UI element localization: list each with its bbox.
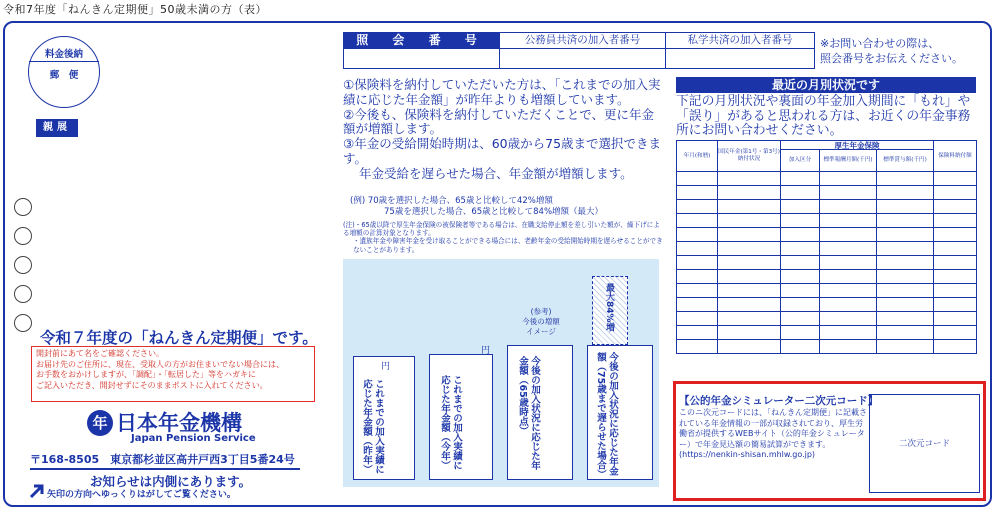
table-cell bbox=[718, 242, 781, 256]
bar-label: 今後の加入状況に応じた年金額（75歳まで遅らせた場合） bbox=[595, 352, 618, 480]
table-cell bbox=[677, 200, 718, 214]
header-title: 令和7年度「ねんきん定期便」50歳未満の方（表） bbox=[3, 3, 267, 16]
table-cell bbox=[877, 312, 934, 326]
shigaku-number-cell bbox=[665, 32, 815, 69]
notice-line: ご記入いただき、開封せずにそのままポストに入れてください。 bbox=[36, 380, 268, 390]
table-cell bbox=[820, 214, 877, 228]
point-item: ①保険料を納付していただいた方は、「これまでの加入実績に応じた年金額」が昨年よりも増額しています。 bbox=[343, 77, 661, 107]
table-cell bbox=[677, 312, 718, 326]
point-item: ②今後も、保険料を納付していただくことで、更に年金額が増額します。 bbox=[343, 106, 654, 137]
table-cell bbox=[820, 172, 877, 186]
notice-line: お手数をおかけしますが、「調配」・「転居した」等をハガキに bbox=[36, 370, 256, 379]
table-cell bbox=[781, 270, 820, 284]
punch-hole-icon bbox=[14, 314, 32, 332]
table-cell bbox=[781, 228, 820, 242]
punch-hole-icon bbox=[14, 285, 32, 303]
table-cell bbox=[877, 298, 934, 312]
simulator-title: 【公的年金シミュレーター二次元コード】 bbox=[679, 395, 879, 407]
table-cell bbox=[781, 256, 820, 270]
notice-line: 開封前にあて名をご確認ください。 bbox=[36, 349, 164, 358]
table-row bbox=[677, 284, 977, 298]
table-cell bbox=[718, 284, 781, 298]
simulator-body: このニ次元コードには、「ねんきん定期便」に記載されている年金情報の一部が収録されており、厚生労働省が提供するWEBサイト（公的年金シミュレーター）で年金見込額の簡易試算ができます。(https://nenkin-shisan.mhlw.go.jp) bbox=[679, 408, 867, 459]
table-cell bbox=[677, 228, 718, 242]
table-cell bbox=[718, 326, 781, 340]
bar-label: これまでの加入実績に応じた年金額（昨年） bbox=[361, 379, 384, 474]
col-kosei: 厚生年金保険 bbox=[781, 141, 934, 150]
table-cell bbox=[934, 200, 977, 214]
table-cell bbox=[877, 326, 934, 340]
table-cell bbox=[934, 186, 977, 200]
bar-at-65 bbox=[507, 345, 573, 480]
table-cell bbox=[877, 256, 934, 270]
reference-number-label: 照 会 番 号 bbox=[344, 33, 499, 49]
table-cell bbox=[781, 312, 820, 326]
pension-logo-icon: 年 bbox=[87, 410, 113, 436]
key-points bbox=[343, 78, 665, 182]
table-cell bbox=[677, 340, 718, 354]
col-kubun: 加入区分 bbox=[781, 150, 820, 172]
table-cell bbox=[677, 284, 718, 298]
qr-code-placeholder: 二次元コード bbox=[869, 394, 980, 493]
reference-note-line: 照会番号をお伝えください。 bbox=[820, 52, 963, 65]
table-cell bbox=[781, 326, 820, 340]
table-cell bbox=[820, 270, 877, 284]
monthly-status-table bbox=[676, 140, 977, 354]
max-increase-segment bbox=[592, 276, 628, 345]
table-cell bbox=[934, 270, 977, 284]
inner-notice: お知らせは内側にあります。 bbox=[90, 474, 252, 489]
table-cell bbox=[677, 186, 718, 200]
table-cell bbox=[877, 186, 934, 200]
table-cell bbox=[718, 172, 781, 186]
table-cell bbox=[820, 228, 877, 242]
main-title: 令和７年度の「ねんきん定期便」です。 bbox=[40, 329, 318, 347]
yen-label: 円 bbox=[381, 362, 391, 372]
table-row bbox=[677, 312, 977, 326]
org-address: 〒168-8505 東京都杉並区高井戸西3丁目5番24号 bbox=[30, 451, 300, 470]
col-hokenryo: 保険料納付額 bbox=[934, 141, 977, 172]
table-cell bbox=[718, 200, 781, 214]
table-cell bbox=[877, 284, 934, 298]
table-cell bbox=[781, 340, 820, 354]
table-cell bbox=[877, 200, 934, 214]
footnotes bbox=[343, 221, 665, 254]
table-cell bbox=[677, 256, 718, 270]
table-row bbox=[677, 340, 977, 354]
table-row bbox=[677, 242, 977, 256]
pension-amount-graph bbox=[343, 259, 659, 487]
table-cell bbox=[677, 298, 718, 312]
reference-note bbox=[820, 36, 963, 66]
table-cell bbox=[718, 214, 781, 228]
bar-this-year bbox=[429, 354, 493, 480]
table-cell bbox=[820, 298, 877, 312]
punch-hole-icon bbox=[14, 227, 32, 245]
point-item: ③年金の受給開始時期は、60歳から75歳まで選択できます。 bbox=[343, 136, 662, 166]
bar-at-75 bbox=[587, 345, 653, 480]
table-cell bbox=[820, 242, 877, 256]
table-cell bbox=[877, 340, 934, 354]
punch-hole-icon bbox=[14, 256, 32, 274]
col-kokumin: 国民年金(第1号・第3号)納付状況 bbox=[718, 141, 781, 172]
table-cell bbox=[934, 326, 977, 340]
arrow-up-right-icon bbox=[28, 482, 46, 500]
reference-note-line: ※お問い合わせの際は、 bbox=[820, 37, 940, 50]
table-cell bbox=[677, 172, 718, 186]
example-line: 75歳を選択した場合、65歳と比較して84%増額（最大） bbox=[384, 207, 604, 217]
footnote-line: (注)・65歳以降で厚生年金保険の被保険者等である場合は、在職支給停止額を差し引いた額が、繰下げによる増額の計算対象となります。 bbox=[343, 221, 660, 238]
table-cell bbox=[718, 340, 781, 354]
table-cell bbox=[877, 242, 934, 256]
table-cell bbox=[820, 200, 877, 214]
table-row bbox=[677, 298, 977, 312]
table-cell bbox=[934, 172, 977, 186]
table-cell bbox=[934, 340, 977, 354]
table-cell bbox=[934, 242, 977, 256]
table-cell bbox=[820, 326, 877, 340]
table-row bbox=[677, 270, 977, 284]
shigaku-number-label: 私学共済の加入者番号 bbox=[666, 33, 814, 49]
table-cell bbox=[718, 228, 781, 242]
postage-stamp-mark bbox=[28, 36, 100, 108]
table-cell bbox=[677, 242, 718, 256]
table-cell bbox=[877, 214, 934, 228]
org-name: 日本年金機構 bbox=[116, 411, 242, 435]
table-cell bbox=[677, 214, 718, 228]
table-cell bbox=[820, 312, 877, 326]
delivery-notice bbox=[31, 346, 315, 402]
stamp-line2: 郵 便 bbox=[49, 70, 79, 81]
kyosai-number-label: 公務員共済の加入者番号 bbox=[500, 33, 665, 49]
table-row bbox=[677, 200, 977, 214]
table-cell bbox=[934, 298, 977, 312]
table-cell bbox=[934, 284, 977, 298]
col-month: 年月(和暦) bbox=[677, 141, 718, 172]
table-cell bbox=[934, 256, 977, 270]
table-row bbox=[677, 228, 977, 242]
table-cell bbox=[820, 284, 877, 298]
table-row bbox=[677, 172, 977, 186]
examples bbox=[350, 196, 603, 218]
table-cell bbox=[877, 228, 934, 242]
notice-line: お届け先のご住所に、現在、受取人の方がお住まいでない場合には、 bbox=[36, 359, 284, 369]
table-cell bbox=[781, 298, 820, 312]
col-shoyo: 標準賞与額(千円) bbox=[877, 150, 934, 172]
point-item: 年金受給を遅らせた場合、年金額が増額します。 bbox=[359, 165, 633, 181]
table-cell bbox=[781, 200, 820, 214]
table-cell bbox=[934, 312, 977, 326]
table-cell bbox=[934, 228, 977, 242]
bar-last-year bbox=[353, 356, 415, 480]
table-cell bbox=[877, 172, 934, 186]
bar-label: これまでの加入実績に応じた年金額（今年） bbox=[439, 375, 462, 470]
bar-label: 今後の加入状況に応じた年金額（65歳時点） bbox=[517, 356, 540, 470]
confidential-tag: 親展 bbox=[36, 119, 78, 137]
table-row bbox=[677, 214, 977, 228]
table-cell bbox=[677, 270, 718, 284]
table-cell bbox=[718, 298, 781, 312]
table-row bbox=[677, 186, 977, 200]
table-cell bbox=[781, 186, 820, 200]
table-cell bbox=[877, 270, 934, 284]
table-cell bbox=[718, 186, 781, 200]
table-row bbox=[677, 326, 977, 340]
table-cell bbox=[718, 270, 781, 284]
table-cell bbox=[934, 214, 977, 228]
peel-instruction: 矢印の方向へゆっくりはがしてご覧ください。 bbox=[47, 490, 236, 500]
table-cell bbox=[718, 312, 781, 326]
monthly-status-description: 下記の月別状況や裏面の年金加入期間に「もれ」や「誤り」があると思われる方は、お近くの年金事務所にお問い合わせください。 bbox=[676, 94, 971, 139]
table-cell bbox=[820, 186, 877, 200]
kyosai-number-cell bbox=[499, 32, 666, 69]
col-hoshu: 標準報酬月額(千円) bbox=[820, 150, 877, 172]
reference-label: (参考) 今後の増額 イメージ bbox=[522, 307, 560, 336]
yen-label: 円 bbox=[481, 346, 491, 356]
table-cell bbox=[781, 242, 820, 256]
monthly-status-title: 最近の月別状況です bbox=[676, 77, 976, 93]
table-cell bbox=[718, 256, 781, 270]
max-increase-label: 最大84%増 bbox=[604, 283, 614, 332]
footnote-line: ・遺族年金や障害年金を受け取ることができる場合には、老齢年金の受給開始時期を遅らせることができないことがあります。 bbox=[353, 237, 663, 254]
table-cell bbox=[820, 340, 877, 354]
table-cell bbox=[781, 284, 820, 298]
table-cell bbox=[781, 214, 820, 228]
table-cell bbox=[677, 326, 718, 340]
org-english-name: Japan Pension Service bbox=[131, 433, 256, 444]
reference-number-cell bbox=[343, 32, 500, 69]
table-row bbox=[677, 256, 977, 270]
stamp-line1: 料金後納 bbox=[44, 49, 83, 60]
punch-hole-icon bbox=[14, 198, 32, 216]
table-cell bbox=[781, 172, 820, 186]
example-line: (例) 70歳を選択した場合、65歳と比較して42%増額 bbox=[350, 196, 553, 206]
table-cell bbox=[820, 256, 877, 270]
